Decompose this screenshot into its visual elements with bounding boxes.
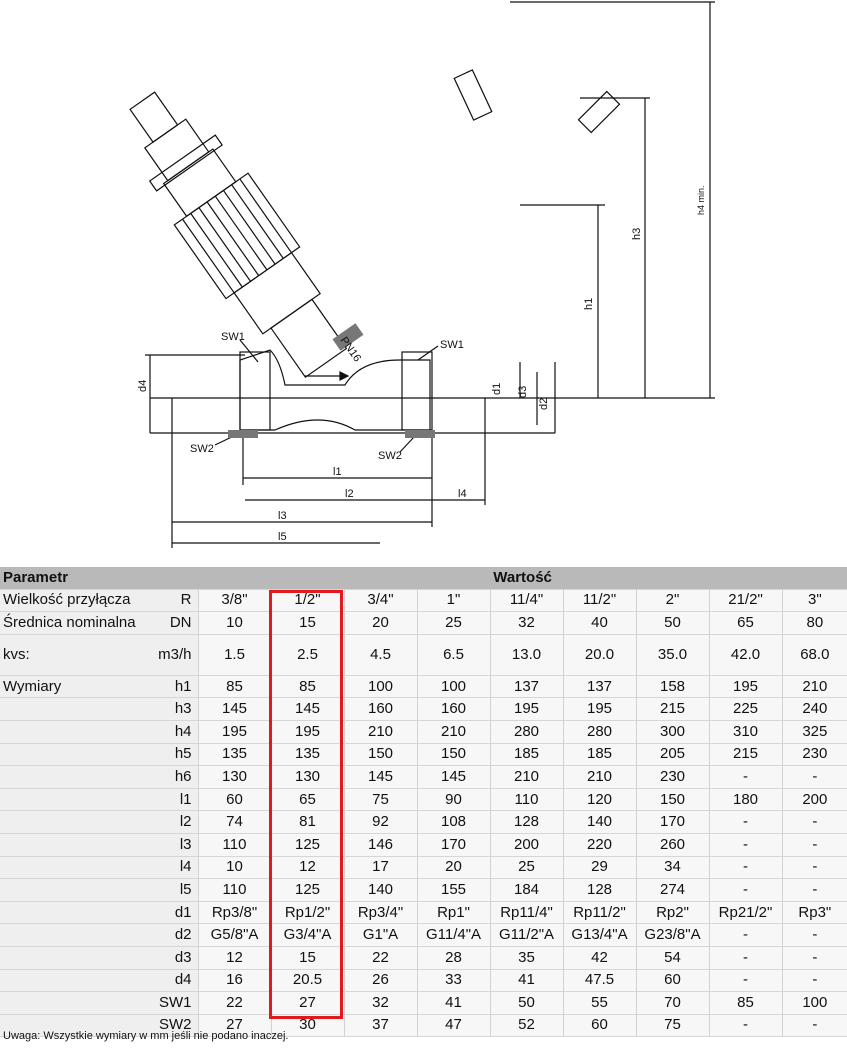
row-label [0,788,142,811]
table-cell: 20.5 [271,969,344,992]
table-cell: 54 [636,946,709,969]
table-cell: 110 [490,788,563,811]
table-cell: 70 [636,992,709,1015]
table-cell: 185 [563,743,636,766]
table-cell: 160 [417,698,490,721]
table-cell: Rp21/2" [709,901,782,924]
table-cell: 125 [271,833,344,856]
table-cell: Rp11/4" [490,901,563,924]
label-l2: l2 [345,488,354,500]
table-cell: 280 [563,720,636,743]
table-cell: - [709,924,782,947]
row-label [0,720,142,743]
table-row [0,766,847,789]
table-cell: 1" [417,589,490,612]
row-symbol: d1 [142,901,198,924]
table-cell: 260 [636,833,709,856]
label-h4: h4 min. [696,185,706,215]
table-cell: 155 [417,879,490,902]
table-cell: 310 [709,720,782,743]
table-cell: G3/4"A [271,924,344,947]
table-cell: 28 [417,946,490,969]
label-l5: l5 [278,531,287,543]
table-cell: 50 [636,612,709,635]
row-label: Wymiary [0,675,142,698]
table-cell: 35.0 [636,634,709,675]
table-cell: 205 [636,743,709,766]
table-cell: G13/4"A [563,924,636,947]
table-cell: - [782,969,847,992]
row-label: Wielkość przyłącza [0,589,142,612]
label-sw2-left: SW2 [190,443,214,455]
row-symbol: l5 [142,879,198,902]
row-label [0,969,142,992]
table-cell: 274 [636,879,709,902]
table-row [0,675,847,698]
table-cell: 184 [490,879,563,902]
table-cell: 33 [417,969,490,992]
table-cell: 34 [636,856,709,879]
table-row [0,698,847,721]
label-sw1-left: SW1 [221,331,245,343]
table-cell: - [709,833,782,856]
table-cell: 10 [198,612,271,635]
label-d2: d2 [538,397,550,410]
table-cell: G23/8"A [636,924,709,947]
table-cell: 230 [636,766,709,789]
table-cell: 195 [198,720,271,743]
table-cell: 15 [271,946,344,969]
table-cell: 140 [563,811,636,834]
table-cell: 2" [636,589,709,612]
table-cell: G1"A [344,924,417,947]
table-cell: 158 [636,675,709,698]
table-cell: 200 [782,788,847,811]
label-d1: d1 [491,382,503,395]
table-row [0,743,847,766]
table-cell: 280 [490,720,563,743]
row-label [0,992,142,1015]
table-row [0,879,847,902]
table-cell: - [782,856,847,879]
table-cell: 60 [563,1014,636,1037]
table-cell: 85 [198,675,271,698]
table-cell: 15 [271,612,344,635]
table-cell: 16 [198,969,271,992]
label-sw2-right: SW2 [378,450,402,462]
table-cell: 110 [198,833,271,856]
table-cell: 12 [271,856,344,879]
table-cell: 22 [344,946,417,969]
table-cell: 146 [344,833,417,856]
table-cell: 150 [636,788,709,811]
table-cell: Rp3/8" [198,901,271,924]
table-row [0,612,847,635]
label-h3: h3 [631,227,643,240]
table-cell: 60 [636,969,709,992]
row-symbol: l2 [142,811,198,834]
row-symbol: l1 [142,788,198,811]
table-cell: 32 [344,992,417,1015]
table-cell: 11/4" [490,589,563,612]
table-cell: 300 [636,720,709,743]
table-cell: 68.0 [782,634,847,675]
table-row [0,992,847,1015]
table-cell: 3/8" [198,589,271,612]
table-cell: 25 [417,612,490,635]
table-cell: 128 [563,879,636,902]
row-symbol: SW2 [142,1014,198,1037]
table-cell: 75 [344,788,417,811]
table-cell: 195 [563,698,636,721]
table-cell: 137 [563,675,636,698]
table-cell: 108 [417,811,490,834]
table-cell: Rp1" [417,901,490,924]
table-cell: 10 [198,856,271,879]
table-row [0,924,847,947]
table-cell: 52 [490,1014,563,1037]
table-cell: 65 [709,612,782,635]
row-symbol: d2 [142,924,198,947]
row-label [0,946,142,969]
table-cell: 47.5 [563,969,636,992]
table-cell: 55 [563,992,636,1015]
row-label [0,833,142,856]
table-cell: 185 [490,743,563,766]
table-cell: 100 [344,675,417,698]
table-cell: 135 [198,743,271,766]
table-cell: - [709,946,782,969]
table-cell: 60 [198,788,271,811]
table-cell: 160 [344,698,417,721]
row-symbol: R [142,589,198,612]
header-parametr: Parametr [0,567,198,589]
footnote: Uwaga: Wszystkie wymiary w mm jeśli nie podano inaczej. [3,1030,289,1042]
label-l3: l3 [278,510,287,522]
table-cell: 22 [198,992,271,1015]
table-cell: - [782,833,847,856]
table-cell: G11/2"A [490,924,563,947]
table-cell: 137 [490,675,563,698]
row-symbol: d3 [142,946,198,969]
table-cell: 65 [271,788,344,811]
table-cell: - [782,946,847,969]
table-cell: 2.5 [271,634,344,675]
table-cell: 80 [782,612,847,635]
table-row [0,946,847,969]
table-cell: 128 [490,811,563,834]
table-row [0,969,847,992]
label-l4: l4 [458,488,467,500]
table-cell: 145 [271,698,344,721]
table-cell: 42.0 [709,634,782,675]
table-row [0,811,847,834]
table-cell: 230 [782,743,847,766]
table-cell: 325 [782,720,847,743]
table-cell: 30 [271,1014,344,1037]
table-cell: 135 [271,743,344,766]
table-cell: 35 [490,946,563,969]
row-label [0,924,142,947]
row-symbol: DN [142,612,198,635]
table-cell: - [709,766,782,789]
table-cell: 41 [417,992,490,1015]
table-cell: 215 [709,743,782,766]
table-row [0,788,847,811]
table-row [0,634,847,675]
table-cell: 195 [490,698,563,721]
table-cell: 75 [636,1014,709,1037]
row-label [0,811,142,834]
table-cell: - [782,879,847,902]
table-cell: Rp1/2" [271,901,344,924]
table-cell: 42 [563,946,636,969]
table-cell: 85 [709,992,782,1015]
table-cell: 11/2" [563,589,636,612]
table-cell: - [782,811,847,834]
table-cell: 12 [198,946,271,969]
table-row [0,901,847,924]
table-cell: 81 [271,811,344,834]
table-cell: - [782,924,847,947]
row-symbol: h6 [142,766,198,789]
table-row [0,856,847,879]
table-cell: Rp3/4" [344,901,417,924]
table-cell: 25 [490,856,563,879]
row-symbol: d4 [142,969,198,992]
row-symbol: h5 [142,743,198,766]
label-pn: PN16 [337,334,364,365]
table-cell: Rp2" [636,901,709,924]
table-cell: 195 [271,720,344,743]
table-cell: 180 [709,788,782,811]
table-cell: 100 [782,992,847,1015]
table-cell: 210 [490,766,563,789]
table-cell: 17 [344,856,417,879]
spec-table-body [0,589,847,1037]
table-cell: 145 [344,766,417,789]
table-cell: 125 [271,879,344,902]
table-cell: 140 [344,879,417,902]
table-cell: 195 [709,675,782,698]
table-cell: 110 [198,879,271,902]
table-cell: - [709,1014,782,1037]
table-cell: Rp11/2" [563,901,636,924]
table-cell: 13.0 [490,634,563,675]
spec-table [0,567,847,1037]
table-row [0,720,847,743]
table-cell: 92 [344,811,417,834]
table-cell: 50 [490,992,563,1015]
table-cell: - [782,766,847,789]
table-cell: 90 [417,788,490,811]
row-symbol: h1 [142,675,198,698]
row-label [0,743,142,766]
row-symbol: SW1 [142,992,198,1015]
table-row [0,833,847,856]
table-cell: G5/8"A [198,924,271,947]
table-cell: 130 [198,766,271,789]
table-cell: 170 [636,811,709,834]
label-sw1-right: SW1 [440,339,464,351]
table-cell: 170 [417,833,490,856]
table-cell: 210 [782,675,847,698]
table-cell: 4.5 [344,634,417,675]
row-label: kvs: [0,634,142,675]
row-label: Średnica nominalna [0,612,142,635]
row-label [0,879,142,902]
row-symbol: h4 [142,720,198,743]
table-cell: 210 [417,720,490,743]
row-symbol: m3/h [142,634,198,675]
row-label [0,766,142,789]
table-cell: 225 [709,698,782,721]
label-d4: d4 [137,379,149,392]
row-label [0,856,142,879]
table-cell: 1.5 [198,634,271,675]
table-cell: 145 [417,766,490,789]
table-cell: G11/4"A [417,924,490,947]
table-cell: 210 [344,720,417,743]
row-symbol: h3 [142,698,198,721]
table-cell: 74 [198,811,271,834]
row-symbol: l4 [142,856,198,879]
table-cell: 215 [636,698,709,721]
table-cell: Rp3" [782,901,847,924]
table-cell: 26 [344,969,417,992]
table-cell: 120 [563,788,636,811]
table-cell: - [709,856,782,879]
table-cell: 150 [417,743,490,766]
row-label [0,698,142,721]
table-cell: 47 [417,1014,490,1037]
table-cell: 20.0 [563,634,636,675]
table-cell: 3/4" [344,589,417,612]
table-cell: - [782,1014,847,1037]
header-wartosc: Wartość [198,567,847,589]
label-d3: d3 [517,385,529,398]
table-cell: 85 [271,675,344,698]
table-cell: 29 [563,856,636,879]
table-cell: 210 [563,766,636,789]
table-cell: 100 [417,675,490,698]
table-cell: 145 [198,698,271,721]
table-cell: 27 [198,1014,271,1037]
table-cell: 21/2" [709,589,782,612]
table-cell: 150 [344,743,417,766]
table-cell: 220 [563,833,636,856]
table-cell: - [709,969,782,992]
table-cell: - [709,879,782,902]
table-cell: 32 [490,612,563,635]
table-cell: 37 [344,1014,417,1037]
table-cell: 41 [490,969,563,992]
table-cell: - [709,811,782,834]
table-cell: 20 [417,856,490,879]
table-cell: 130 [271,766,344,789]
label-l1: l1 [333,466,342,478]
table-cell: 20 [344,612,417,635]
table-cell: 240 [782,698,847,721]
table-row [0,589,847,612]
table-cell: 3" [782,589,847,612]
row-symbol: l3 [142,833,198,856]
label-h1: h1 [583,297,595,310]
table-cell: 40 [563,612,636,635]
table-cell: 200 [490,833,563,856]
table-cell: 6.5 [417,634,490,675]
table-cell: 27 [271,992,344,1015]
table-cell: 1/2" [271,589,344,612]
row-label [0,901,142,924]
